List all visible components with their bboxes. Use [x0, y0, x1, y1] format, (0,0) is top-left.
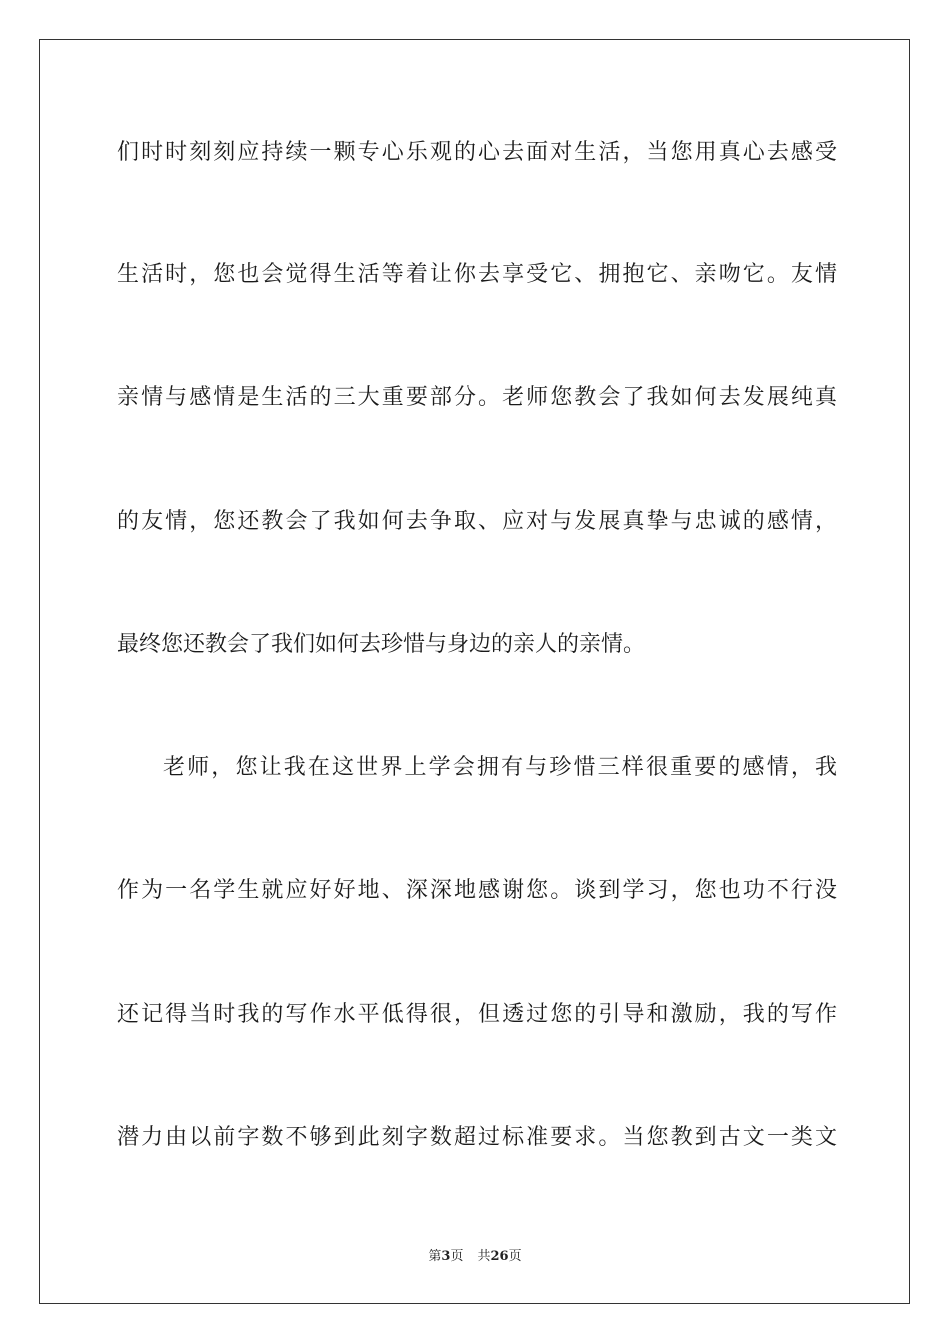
text-line: 最终您还教会了我们如何去珍惜与身边的亲人的亲情。 — [117, 632, 646, 657]
text-line: 亲情与感情是生活的三大重要部分。老师您教会了我如何去发展纯真 — [117, 385, 837, 410]
text-line: 生活时，您也会觉得生活等着让你去享受它、拥抱它、亲吻它。友情 — [117, 262, 837, 287]
page-suffix: 页 — [450, 1249, 464, 1264]
page-border — [39, 39, 910, 1304]
text-line: 还记得当时我的写作水平低得很，但透过您的引导和激励，我的写作 — [117, 1002, 837, 1027]
total-suffix: 页 — [508, 1249, 522, 1264]
text-line: 们时时刻刻应持续一颗专心乐观的心去面对生活，当您用真心去感受 — [117, 140, 837, 165]
paragraph-first-line: 老师，您让我在这世界上学会拥有与珍惜三样很重要的感情，我 — [163, 755, 837, 780]
total-pages: 26 — [490, 1249, 509, 1264]
text-line: 的友情，您还教会了我如何去争取、应对与发展真挚与忠诚的感情， — [117, 509, 837, 534]
total-prefix: 共 — [477, 1249, 491, 1264]
page-number: 3 — [441, 1249, 451, 1264]
page-footer — [0, 1248, 950, 1266]
text-line: 作为一名学生就应好好地、深深地感谢您。谈到学习，您也功不行没 — [117, 878, 837, 903]
page-prefix: 第 — [428, 1249, 442, 1264]
text-line: 潜力由以前字数不够到此刻字数超过标准要求。当您教到古文一类文 — [117, 1125, 837, 1150]
